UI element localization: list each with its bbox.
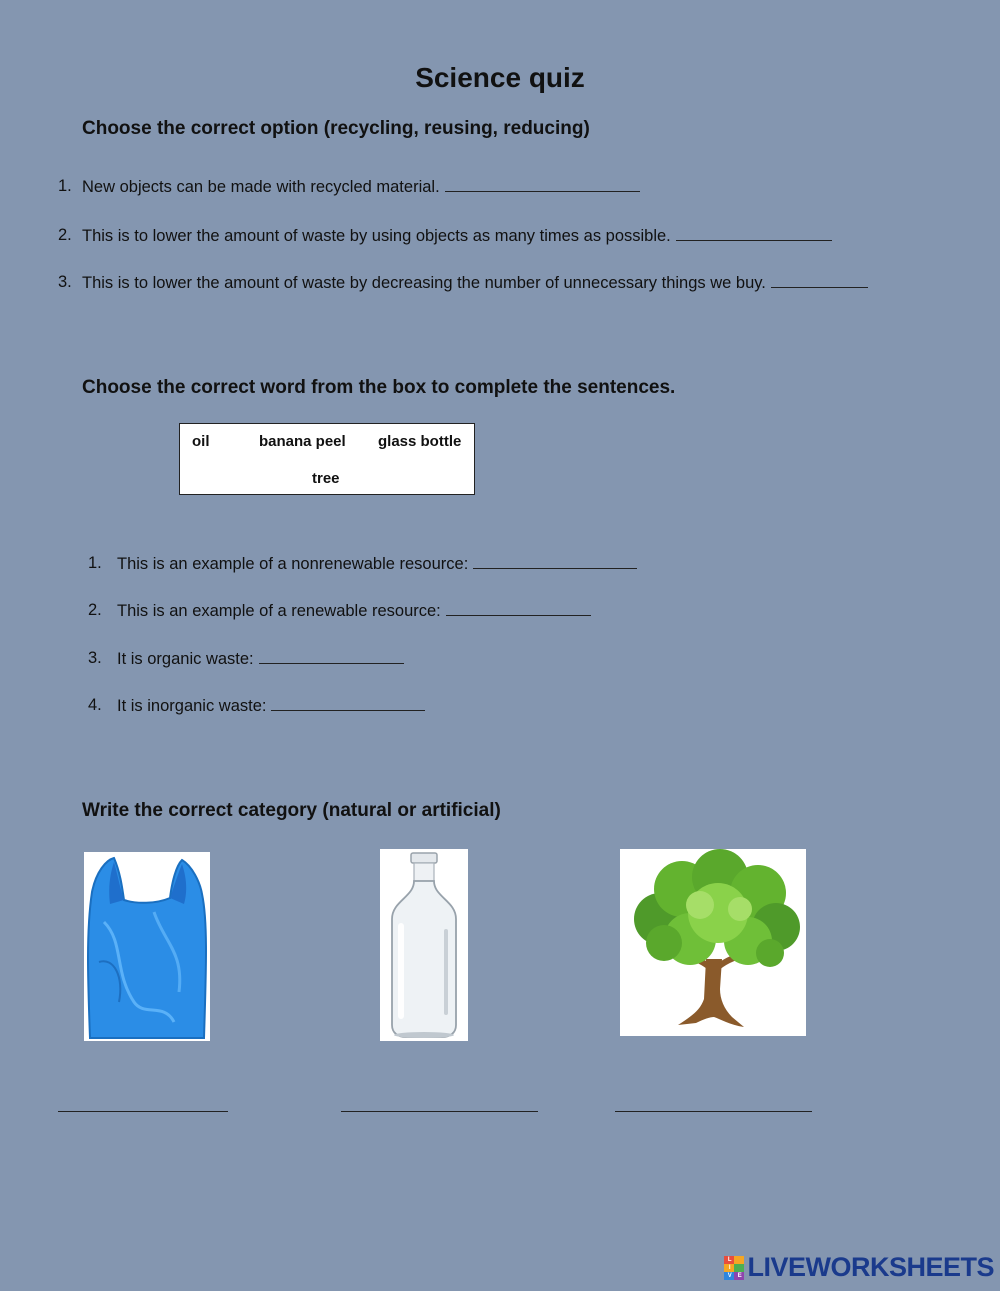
question-text: This is to lower the amount of waste by decreasing the number of unnecessary things we buy. (82, 274, 766, 292)
section3-heading: Write the correct category (natural or artificial) (82, 800, 501, 821)
word-glass-bottle: glass bottle (378, 433, 462, 450)
answer-blank[interactable] (446, 601, 591, 616)
answer-line-bag[interactable] (58, 1111, 228, 1112)
answer-blank[interactable] (445, 177, 640, 192)
logo-icon: L I V E (724, 1256, 744, 1280)
question-number: 3. (58, 273, 72, 291)
section2-heading: Choose the correct word from the box to complete the sentences. (82, 377, 676, 398)
answer-blank[interactable] (676, 226, 832, 241)
answer-blank[interactable] (259, 649, 404, 664)
section1-question-3 (58, 273, 766, 292)
word-oil: oil (192, 433, 210, 450)
question-text: This is an example of a renewable resource: (117, 602, 441, 620)
question-number: 1. (88, 554, 102, 572)
tree-image (620, 849, 806, 1036)
answer-line-tree[interactable] (615, 1111, 812, 1112)
section1-heading: Choose the correct option (recycling, reusing, reducing) (82, 118, 590, 139)
question-number: 2. (88, 601, 102, 619)
page-title: Science quiz (415, 62, 585, 93)
question-number: 3. (88, 649, 102, 667)
question-number: 1. (58, 177, 72, 195)
answer-blank[interactable] (473, 554, 637, 569)
section2-question-2 (88, 601, 441, 620)
section2-question-4 (88, 696, 267, 715)
answer-line-bottle[interactable] (341, 1111, 538, 1112)
brand-name: LIVEWORKSHEETS (747, 1252, 994, 1282)
section1-question-2 (58, 226, 671, 245)
section2-question-1 (88, 554, 469, 573)
question-number: 4. (88, 696, 102, 714)
question-text: It is inorganic waste: (117, 697, 267, 715)
question-text: This is an example of a nonrenewable resource: (117, 555, 469, 573)
plastic-bag-image (84, 852, 210, 1041)
liveworksheets-logo (724, 1252, 994, 1283)
section1-question-1 (58, 177, 440, 196)
glass-bottle-image (380, 849, 468, 1041)
question-number: 2. (58, 226, 72, 244)
section2-question-3 (88, 649, 254, 668)
answer-blank[interactable] (771, 273, 868, 288)
question-text: This is to lower the amount of waste by using objects as many times as possible. (82, 227, 671, 245)
word-banana-peel: banana peel (259, 433, 346, 450)
word-box (179, 423, 475, 495)
question-text: It is organic waste: (117, 650, 254, 668)
answer-blank[interactable] (271, 696, 425, 711)
question-text: New objects can be made with recycled material. (82, 178, 440, 196)
word-tree: tree (312, 470, 340, 487)
